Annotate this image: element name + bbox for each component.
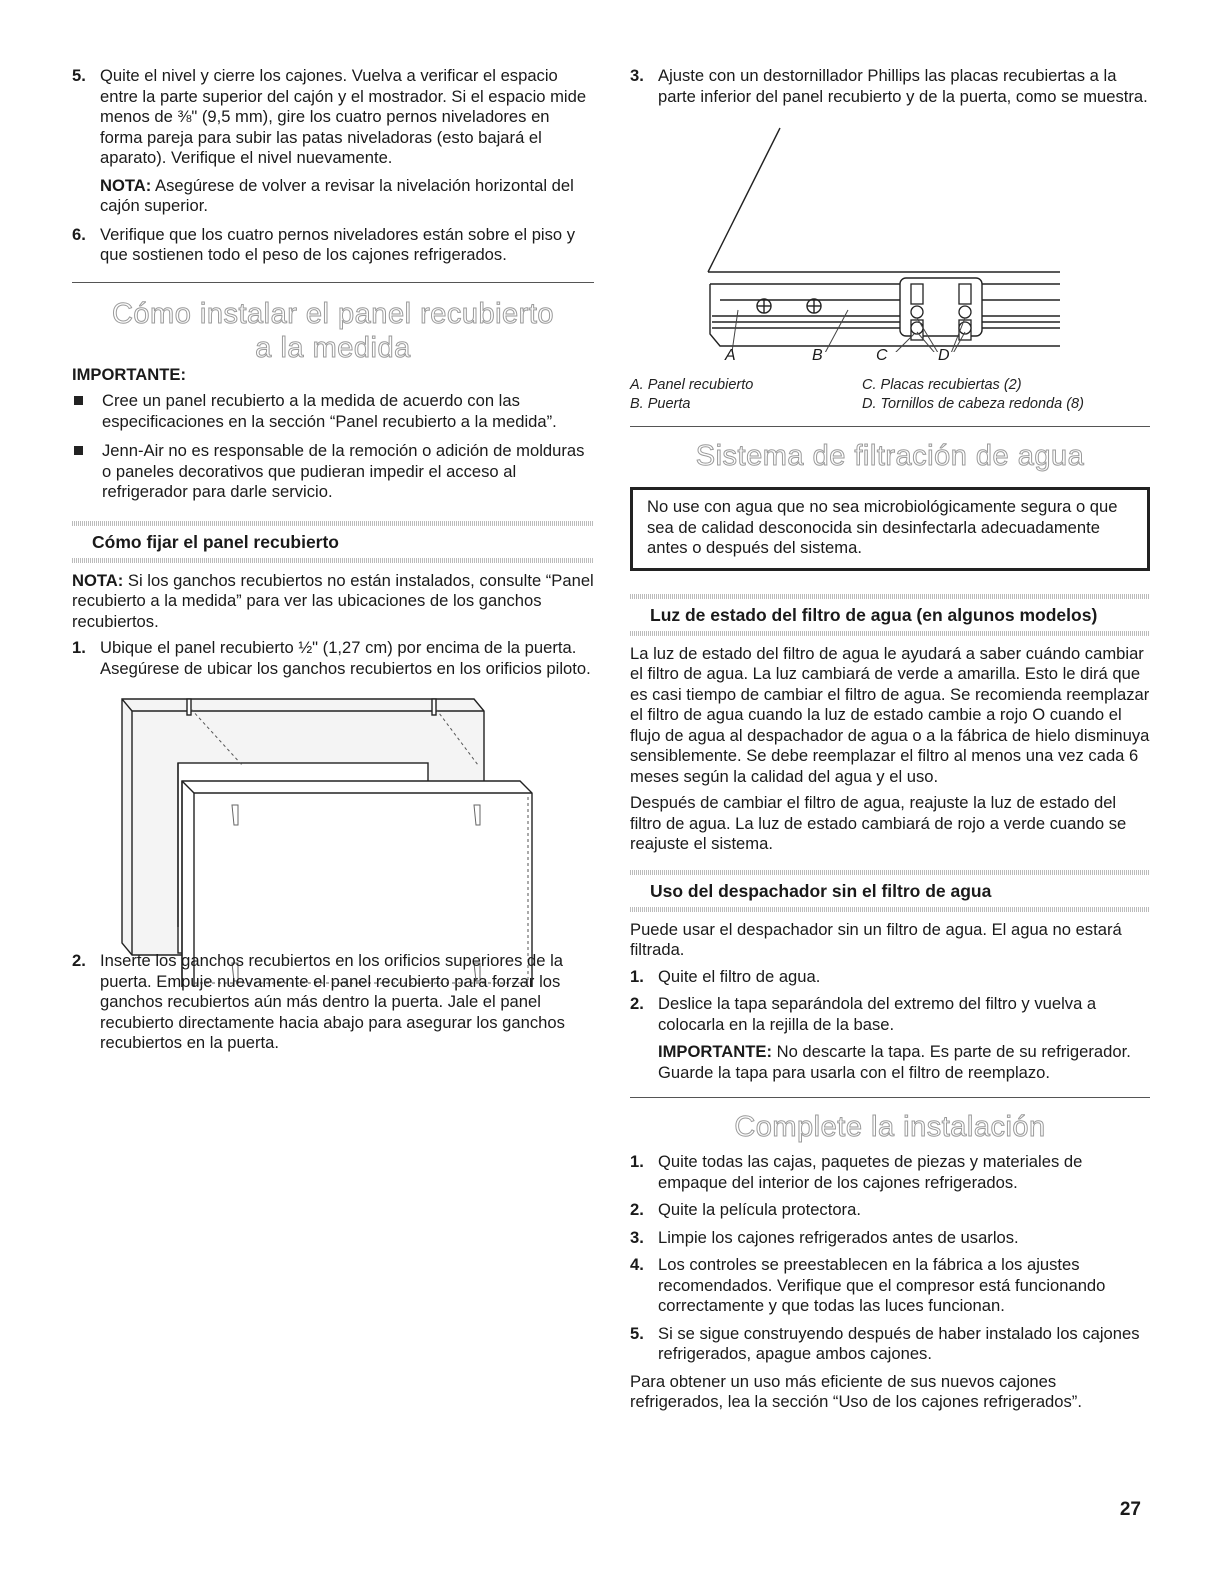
subheading-text: Cómo fijar el panel recubierto [92, 531, 339, 552]
fig-label-a: A [725, 347, 736, 364]
step-number: 2. [630, 994, 644, 1013]
step-text: Deslice la tapa separándola del extremo del filtro y vuelva a colocarla en la rejilla de la base. [658, 994, 1097, 1034]
step-number: 2. [630, 1200, 644, 1219]
page-number: 27 [1119, 1499, 1141, 1520]
section-title-water-filter: Sistema de filtración de agua [695, 440, 1085, 472]
step-text: Si se sigue construyendo después de haber instalado los cajones refrigerados, apague ambos cajones. [658, 1323, 1140, 1363]
fig-label-d: D [938, 347, 950, 364]
figure-letters [630, 346, 1150, 368]
important-text: No descarte la tapa. Es parte de su refrigerador. Guarde la tapa para usarla con el filtro de reemplazo. [658, 1042, 1131, 1082]
step-number: 4. [630, 1255, 644, 1274]
caption-a: A. Panel recubierto [630, 377, 754, 393]
step-2 [72, 951, 594, 1054]
bullet-item [72, 391, 594, 432]
step-text: Quite todas las cajas, paquetes de piezas y materiales de empaque del interior de los cajones refrigerados. [658, 1152, 1083, 1192]
complete-step-3 [630, 1228, 1150, 1249]
subheading-no-filter [630, 861, 1150, 920]
section-heading-install-panel [72, 283, 594, 365]
step-text: Quite la película protectora. [658, 1200, 861, 1219]
paragraph: Después de cambiar el filtro de agua, reajuste la luz de estado del filtro de agua. La luz de estado cambiará de rojo a verde cuando se reajuste el sistema. [630, 793, 1127, 853]
complete-step-5 [630, 1324, 1150, 1365]
step-text: Inserte los ganchos recubiertos en los orificios superiores de la puerta. Empuje nuevamente el panel recubierto para forzar los ganchos recubiertos aún más dentro la puerta. Jale el panel recubierto directamente hacia abajo para asegurar los ganchos recubiertos en la puerta. [100, 951, 565, 1052]
bullet-square [74, 446, 83, 455]
note-label: NOTA: [100, 175, 152, 195]
note-text: Asegúrese de volver a revisar la nivelación horizontal del cajón superior. [100, 175, 574, 215]
step-text: Los controles se preestablecen en la fábrica a los ajustes recomendados. Verifique que el compresor está funcionando correctamente y que todas las luces funcionan. [658, 1255, 1106, 1315]
step-number: 1. [72, 638, 86, 657]
step-text: Limpie los cajones refrigerados antes de usarlos. [658, 1227, 1019, 1247]
nota-label: NOTA: [72, 570, 124, 590]
step-number: 3. [630, 66, 644, 85]
caption-c: C. Placas recubiertas (2) [862, 377, 1022, 393]
caption-d: D. Tornillos de cabeza redonda (8) [862, 396, 1084, 412]
right-column [630, 66, 1150, 1419]
complete-step-1 [630, 1152, 1150, 1193]
subheading-text: Luz de estado del filtro de agua (en algunos modelos) [650, 604, 1098, 625]
note [100, 176, 594, 217]
stripe-bottom [630, 907, 1150, 912]
bullet-text: Cree un panel recubierto a la medida de acuerdo con las especificaciones en la sección “Panel recubierto a la medida”. [102, 391, 557, 431]
important-note [658, 1042, 1150, 1083]
subheading-text: Uso del despachador sin el filtro de agua [650, 880, 992, 901]
dispenser-step-1 [630, 967, 1150, 988]
step-number: 1. [630, 1152, 644, 1171]
step-6 [72, 225, 594, 266]
panel-hooks-illustration [72, 687, 594, 987]
subheading-filter-status [630, 585, 1150, 644]
step-text: Quite el nivel y cierre los cajones. Vuelva a verificar el espacio entre la parte superior del cajón y el mostrador. Si el espacio mide menos de ⅜" (9,5 mm), gire los cuatro pernos niveladores en forma pareja para subir las patas niveladoras (esto bajará el aparato). Verifique el nivel nuevamente. [100, 66, 587, 167]
warning-box [630, 487, 1150, 571]
nota-paragraph [72, 571, 594, 633]
closing-paragraph: Para obtener un uso más eficiente de sus nuevos cajones refrigerados, lea la sección “Uso de los cajones refrigerados”. [630, 1371, 1082, 1411]
step-text: Quite el filtro de agua. [658, 966, 821, 986]
step-number: 3. [630, 1227, 644, 1247]
subheading-fix-panel [72, 512, 594, 571]
complete-step-2 [630, 1200, 1150, 1221]
step-number: 1. [630, 966, 644, 986]
step-text: Ajuste con un destornillador Phillips las placas recubiertas a la parte inferior del panel recubierto y de la puerta, como se muestra. [658, 66, 1148, 106]
trim-plates-illustration [630, 114, 1150, 352]
bullet-item [72, 441, 594, 503]
important-label: IMPORTANTE: [658, 1042, 772, 1061]
step-1 [72, 638, 594, 679]
bullet-text: Jenn-Air no es responsable de la remoción o adición de molduras o paneles decorativos que pudieran impedir el acceso al refrigerador para darle servicio. [102, 441, 585, 501]
stripe-bottom [72, 558, 594, 563]
complete-step-4 [630, 1255, 1150, 1317]
step-text: Ubique el panel recubierto ½" (1,27 cm) por encima de la puerta. Asegúrese de ubicar los ganchos recubiertos en los orificios piloto. [100, 638, 591, 678]
left-column [72, 66, 594, 1061]
step-number: 5. [630, 1323, 644, 1343]
important-label: IMPORTANTE: [72, 364, 186, 384]
section-title-line-2: a la medida [255, 331, 411, 364]
step-number: 2. [72, 951, 86, 970]
nota-text: Si los ganchos recubiertos no están instalados, consulte “Panel recubierto a la medida” para ver las ubicaciones de los ganchos recubiertos. [72, 570, 594, 631]
step-text: Verifique que los cuatro pernos niveladores están sobre el piso y que sostienen todo el peso de los cajones refrigerados. [100, 224, 576, 264]
section-title-complete-install: Complete la instalación [734, 1111, 1046, 1143]
fig-label-b: B [812, 347, 823, 364]
fig-label-c: C [876, 347, 888, 364]
figure-captions [630, 376, 1150, 418]
paragraph: Puede usar el despachador sin un filtro de agua. El agua no estará filtrada. [630, 919, 1122, 959]
warning-text: No use con agua que no sea microbiológicamente segura o que sea de calidad desconocida sin desinfectarla adecuadamente antes o después del sistema. [647, 497, 1118, 557]
step-number: 5. [72, 66, 86, 85]
step-number: 6. [72, 224, 86, 244]
bullet-square [74, 396, 83, 405]
paragraph: La luz de estado del filtro de agua le ayudará a saber cuándo cambiar el filtro de agua. La luz cambiará de verde a amarilla. Esto le dirá que es casi tiempo de cambiar el filtro de agua. Se recomienda reemplazar el filtro de agua cuando la luz de estado cambie a rojo O cuando el flujo de agua al despachador de agua o a la fábrica de hielo disminuya sensiblemente. Se debe reemplazar el filtro al menos una vez cada 6 meses según la calidad del agua y el uso. [630, 643, 1150, 786]
stripe-bottom [630, 631, 1150, 636]
caption-b: B. Puerta [630, 396, 691, 412]
dispenser-step-2 [630, 994, 1150, 1035]
step-5 [72, 66, 594, 169]
section-title-line-1: Cómo instalar el panel recubierto [111, 297, 555, 330]
step-3 [630, 66, 1150, 107]
